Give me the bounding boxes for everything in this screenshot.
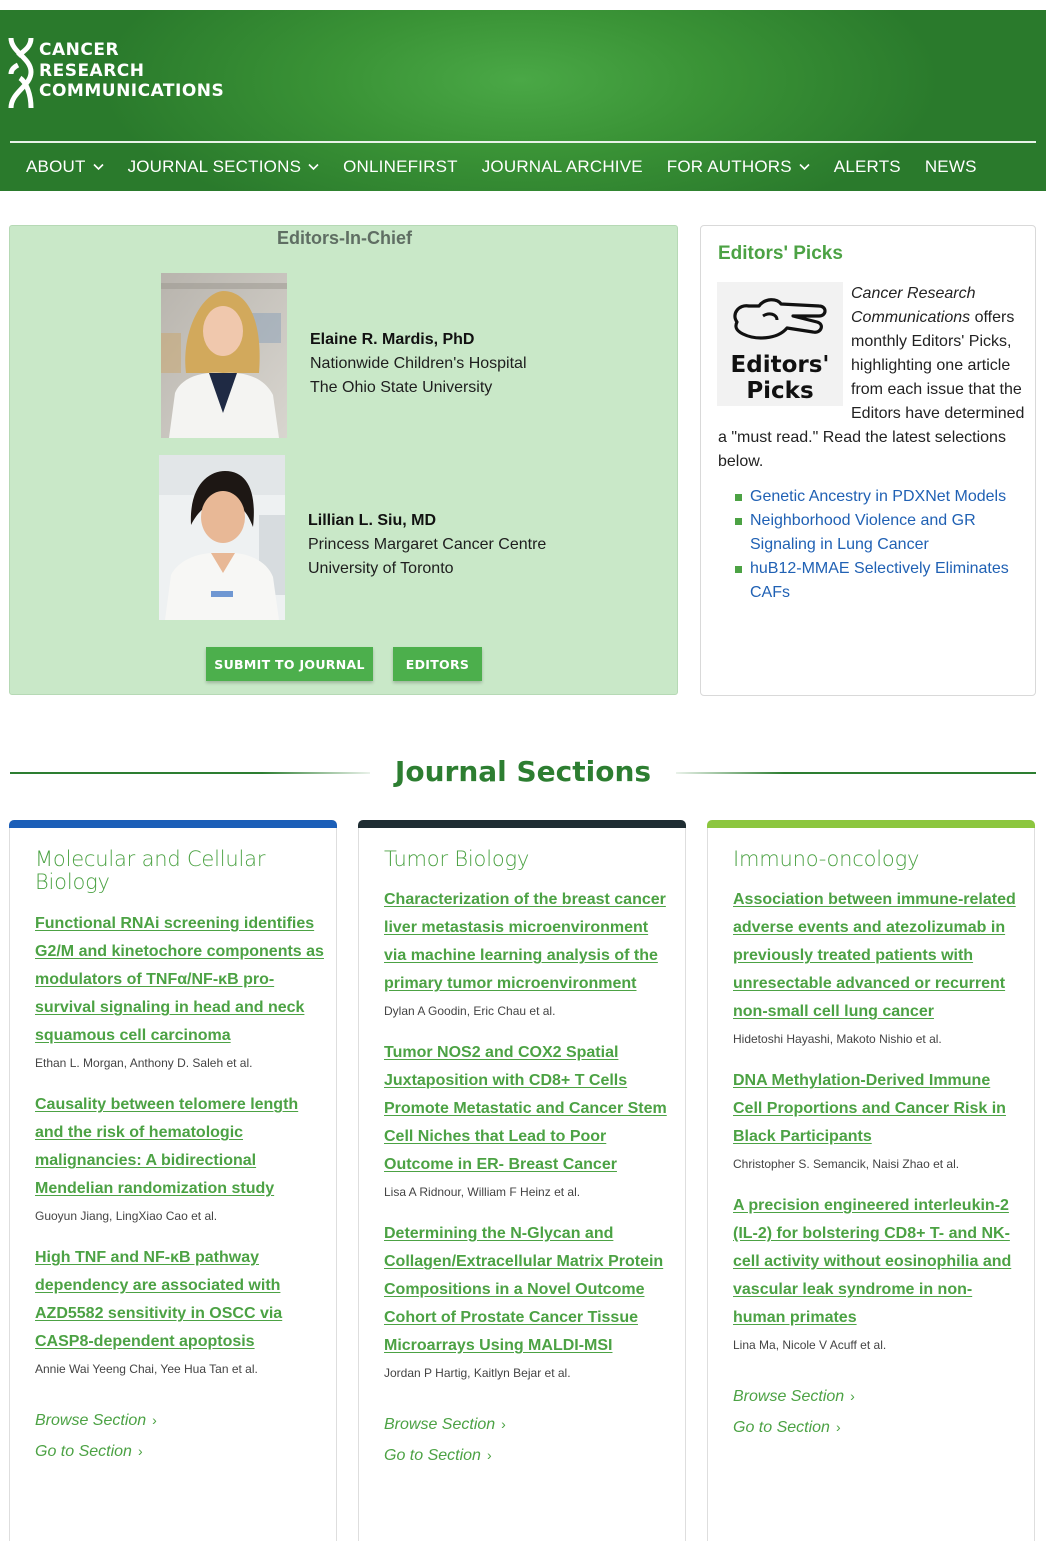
chevron-down-icon — [308, 163, 319, 171]
picks-image-line-1: Editors' — [730, 352, 830, 378]
editors-button[interactable]: EDITORS — [393, 647, 482, 681]
header-divider — [10, 141, 1036, 143]
chevron-down-icon — [93, 163, 104, 171]
logo-line-3: COMMUNICATIONS — [39, 81, 225, 101]
section-articles — [733, 886, 1023, 1443]
editor-affiliation-2: The Ohio State University — [310, 379, 493, 396]
editors-picks-description — [718, 282, 1028, 474]
article-item — [384, 1220, 674, 1381]
picks-link[interactable]: Neighborhood Violence and GR Signaling in Lung Cancer — [735, 509, 1025, 557]
section-articles — [35, 910, 325, 1467]
picks-link[interactable]: huB12-MMAE Selectively Eliminates CAFs — [735, 557, 1025, 605]
article-item — [733, 1192, 1023, 1353]
nav-about-label: ABOUT — [26, 157, 86, 176]
section-color-bar — [358, 820, 686, 828]
article-item — [35, 1091, 325, 1224]
editor-name: Elaine R. Mardis, PhD — [310, 331, 475, 348]
chevron-right-icon: › — [835, 1419, 841, 1435]
section-card-molecular-cellular-biology — [9, 820, 337, 1541]
article-authors: Guoyun Jiang, LingXiao Cao et al. — [35, 1209, 218, 1223]
logo-line-2: RESEARCH — [39, 60, 145, 81]
editors-in-chief-title: Editors-In-Chief — [277, 228, 412, 248]
nav-alerts[interactable] — [834, 157, 901, 177]
article-title-link[interactable]: A precision engineered interleukin-2 (IL-2) for bolstering CD8+ T- and NK-cell activity without eosinophilia and vascular leak syndrome in non-human primates — [733, 1197, 1012, 1326]
article-title-link[interactable]: High TNF and NF-κB pathway dependency are associated with AZD5582 sensitivity in OSCC via CASP8-dependent apoptosis — [35, 1249, 283, 1350]
article-authors: Lisa A Ridnour, William F Heinz et al. — [384, 1185, 581, 1199]
section-title[interactable]: Molecular and Cellular Biology — [35, 847, 266, 894]
logo-line-1: CANCER — [39, 40, 120, 60]
editor-affiliation-2: University of Toronto — [308, 560, 454, 577]
chevron-down-icon — [799, 163, 810, 171]
article-item — [35, 910, 325, 1071]
logo-wordmark — [39, 40, 224, 102]
picks-link[interactable]: Genetic Ancestry in PDXNet Models — [735, 485, 1025, 509]
section-color-bar — [707, 820, 1035, 828]
browse-section-label: Browse Section — [35, 1412, 147, 1429]
nav-for-authors[interactable] — [667, 157, 810, 177]
nav-about[interactable] — [26, 157, 104, 177]
article-authors: Ethan L. Morgan, Anthony D. Saleh et al. — [35, 1056, 253, 1070]
nav-journal-sections[interactable] — [128, 157, 320, 177]
section-title[interactable]: Immuno-oncology — [733, 847, 920, 871]
go-to-section-link[interactable] — [384, 1440, 674, 1471]
editor-name: Lillian L. Siu, MD — [308, 512, 436, 529]
chevron-right-icon: › — [152, 1412, 157, 1428]
chevron-right-icon: › — [850, 1388, 855, 1404]
editor-portrait-siu — [159, 455, 285, 620]
picks-image-line-2: Picks — [746, 378, 814, 404]
site-header — [0, 10, 1046, 191]
journal-logo[interactable] — [8, 34, 268, 124]
editor-info-siu — [308, 509, 546, 581]
editors-picks-panel — [700, 225, 1036, 696]
nav-journal-sections-label: JOURNAL SECTIONS — [127, 157, 302, 176]
nav-onlinefirst[interactable] — [343, 157, 458, 177]
browse-section-label: Browse Section — [733, 1388, 845, 1405]
article-title-link[interactable]: Functional RNAi screening identifies G2/M and kinetochore components as modulators of TNFα/NF-κB pro-survival signaling in head and neck squamous cell carcinoma — [35, 915, 324, 1044]
editors-picks-list — [735, 485, 1025, 605]
article-title-link[interactable]: Characterization of the breast cancer liver metastasis microenvironment via machine learning analysis of the primary tumor microenvironment — [384, 891, 666, 992]
article-authors: Lina Ma, Nicole V Acuff et al. — [733, 1338, 887, 1352]
go-to-section-label: Go to Section — [733, 1419, 830, 1436]
go-to-section-label: Go to Section — [35, 1443, 132, 1460]
chevron-right-icon: › — [486, 1447, 492, 1463]
section-color-bar — [9, 820, 337, 828]
article-authors: Annie Wai Yeeng Chai, Yee Hua Tan et al. — [35, 1362, 258, 1376]
browse-section-link[interactable] — [733, 1381, 1023, 1412]
editor-affiliation-1: Nationwide Children's Hospital — [310, 355, 527, 372]
go-to-section-link[interactable] — [35, 1436, 325, 1467]
go-to-section-link[interactable] — [733, 1412, 1023, 1443]
journal-name-italic: Cancer Research Communications — [851, 285, 976, 326]
editor-info-mardis — [310, 328, 527, 400]
article-item — [733, 1067, 1023, 1172]
go-to-section-label: Go to Section — [384, 1447, 481, 1464]
article-title-link[interactable]: Tumor NOS2 and COX2 Spatial Juxtaposition with CD8+ T Cells Promote Metastatic and Cancer Stem Cell Niches that Lead to Poor Outcome in ER- Breast Cancer — [384, 1044, 667, 1173]
journal-sections-heading: Journal Sections — [394, 755, 652, 788]
editors-in-chief-panel — [9, 225, 678, 695]
article-authors: Jordan P Hartig, Kaitlyn Bejar et al. — [384, 1366, 571, 1380]
article-title-link[interactable]: Association between immune-related adverse events and atezolizumab in previously treated patients with unresectable advanced or recurrent non-small cell lung cancer — [733, 891, 1016, 1020]
nav-onlinefirst-label: ONLINEFIRST — [343, 157, 458, 176]
article-authors: Dylan A Goodin, Eric Chau et al. — [384, 1004, 556, 1018]
dna-helix-icon — [8, 36, 34, 110]
article-item — [384, 886, 674, 1019]
section-articles — [384, 886, 674, 1471]
article-item — [384, 1039, 674, 1200]
article-authors: Christopher S. Semancik, Naisi Zhao et al. — [733, 1157, 960, 1171]
article-title-link[interactable]: DNA Methylation-Derived Immune Cell Proportions and Cancer Risk in Black Participants — [733, 1072, 1006, 1145]
browse-section-label: Browse Section — [384, 1416, 496, 1433]
nav-journal-archive[interactable] — [482, 157, 643, 177]
article-title-link[interactable]: Causality between telomere length and the risk of hematologic malignancies: A bidirectional Mendelian randomization study — [35, 1096, 299, 1197]
picks-intro-text: offers monthly Editors' Picks, highlighting one article from each issue that the Editors have determined a "must read." Read the latest selections below. — [718, 309, 1025, 470]
nav-for-authors-label: FOR AUTHORS — [666, 157, 792, 176]
article-title-link[interactable]: Determining the N-Glycan and Collagen/Extracellular Matrix Protein Compositions in a Novel Outcome Cohort of Prostate Cancer Tissue Microarrays Using MALDI-MSI — [384, 1225, 664, 1354]
submit-to-journal-button[interactable]: SUBMIT TO JOURNAL — [206, 647, 373, 681]
nav-news[interactable] — [925, 157, 977, 177]
section-card-tumor-biology — [358, 820, 686, 1541]
browse-section-link[interactable] — [35, 1405, 325, 1436]
section-title[interactable]: Tumor Biology — [384, 847, 530, 871]
nav-journal-archive-label: JOURNAL ARCHIVE — [481, 157, 643, 176]
editors-picks-title: Editors' Picks — [718, 243, 843, 264]
nav-news-label: NEWS — [924, 157, 977, 176]
main-nav — [26, 156, 1001, 178]
editor-affiliation-1: Princess Margaret Cancer Centre — [308, 536, 547, 553]
article-item — [733, 886, 1023, 1047]
nav-alerts-label: ALERTS — [833, 157, 901, 176]
chevron-right-icon: › — [501, 1416, 506, 1432]
editor-portrait-mardis — [161, 273, 287, 438]
article-authors: Hidetoshi Hayashi, Makoto Nishio et al. — [733, 1032, 942, 1046]
section-card-immuno-oncology — [707, 820, 1035, 1541]
chevron-right-icon: › — [137, 1443, 143, 1459]
article-item — [35, 1244, 325, 1377]
browse-section-link[interactable] — [384, 1409, 674, 1440]
